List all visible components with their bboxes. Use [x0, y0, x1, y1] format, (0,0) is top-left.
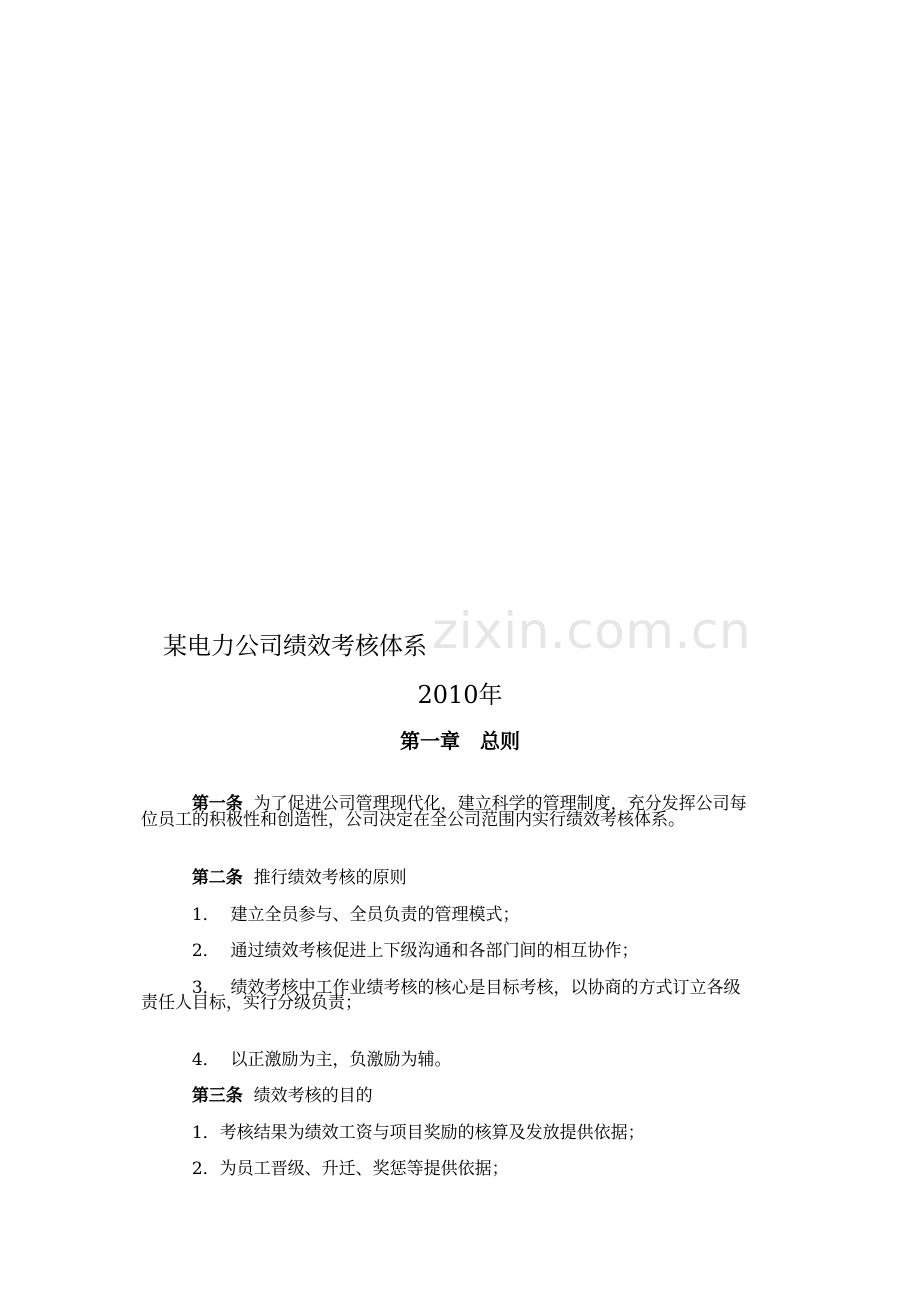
- list-item-number: 2．: [191, 941, 220, 961]
- list-item-number: 3．: [191, 978, 220, 998]
- list-item-text: 为员工晋级、升迁、奖惩等提供依据；: [219, 1159, 509, 1179]
- list-item-number: 2．: [191, 1159, 220, 1179]
- list-item-text: 以正激励为主，负激励为辅。: [230, 1050, 452, 1070]
- article-2-heading: 推行绩效考核的原则: [253, 868, 407, 888]
- article-3-label: 第三条: [191, 1086, 243, 1106]
- watermark: zixin.com.cn: [432, 602, 752, 660]
- list-item: [181, 1134, 509, 1179]
- list-item-text: 考核结果为绩效工资与项目奖励的核算及发放提供依据；: [219, 1123, 645, 1143]
- list-item-text: 通过绩效考核促进上下级沟通和各部门间的相互协作；: [230, 941, 639, 961]
- article-1-label: 第一条: [191, 794, 243, 814]
- document-title: 某电力公司绩效考核体系: [163, 632, 427, 660]
- list-item-number: 1．: [191, 905, 220, 925]
- article-2-label: 第二条: [191, 868, 243, 888]
- chapter-heading: 第一章 总则: [400, 729, 520, 753]
- list-item-text: 绩效考核中工作业绩考核的核心是目标考核，以协商的方式订立各级: [230, 978, 741, 998]
- list-item-number: 1．: [191, 1123, 220, 1143]
- list-item-text: 建立全员参与、全员负责的管理模式；: [230, 905, 520, 925]
- article-3-heading: 绩效考核的目的: [253, 1086, 373, 1106]
- list-item-number: 4．: [191, 1050, 220, 1070]
- article-1-text: 为了促进公司管理现代化，建立科学的管理制度，充分发挥公司每: [253, 794, 747, 814]
- article-1-line-2: 位员工的积极性和创造性，公司决定在全公司范围内实行绩效考核体系。: [141, 810, 685, 830]
- list-item-continuation: 责任人目标，实行分级负责；: [141, 993, 362, 1013]
- document-year: 2010年: [417, 681, 503, 709]
